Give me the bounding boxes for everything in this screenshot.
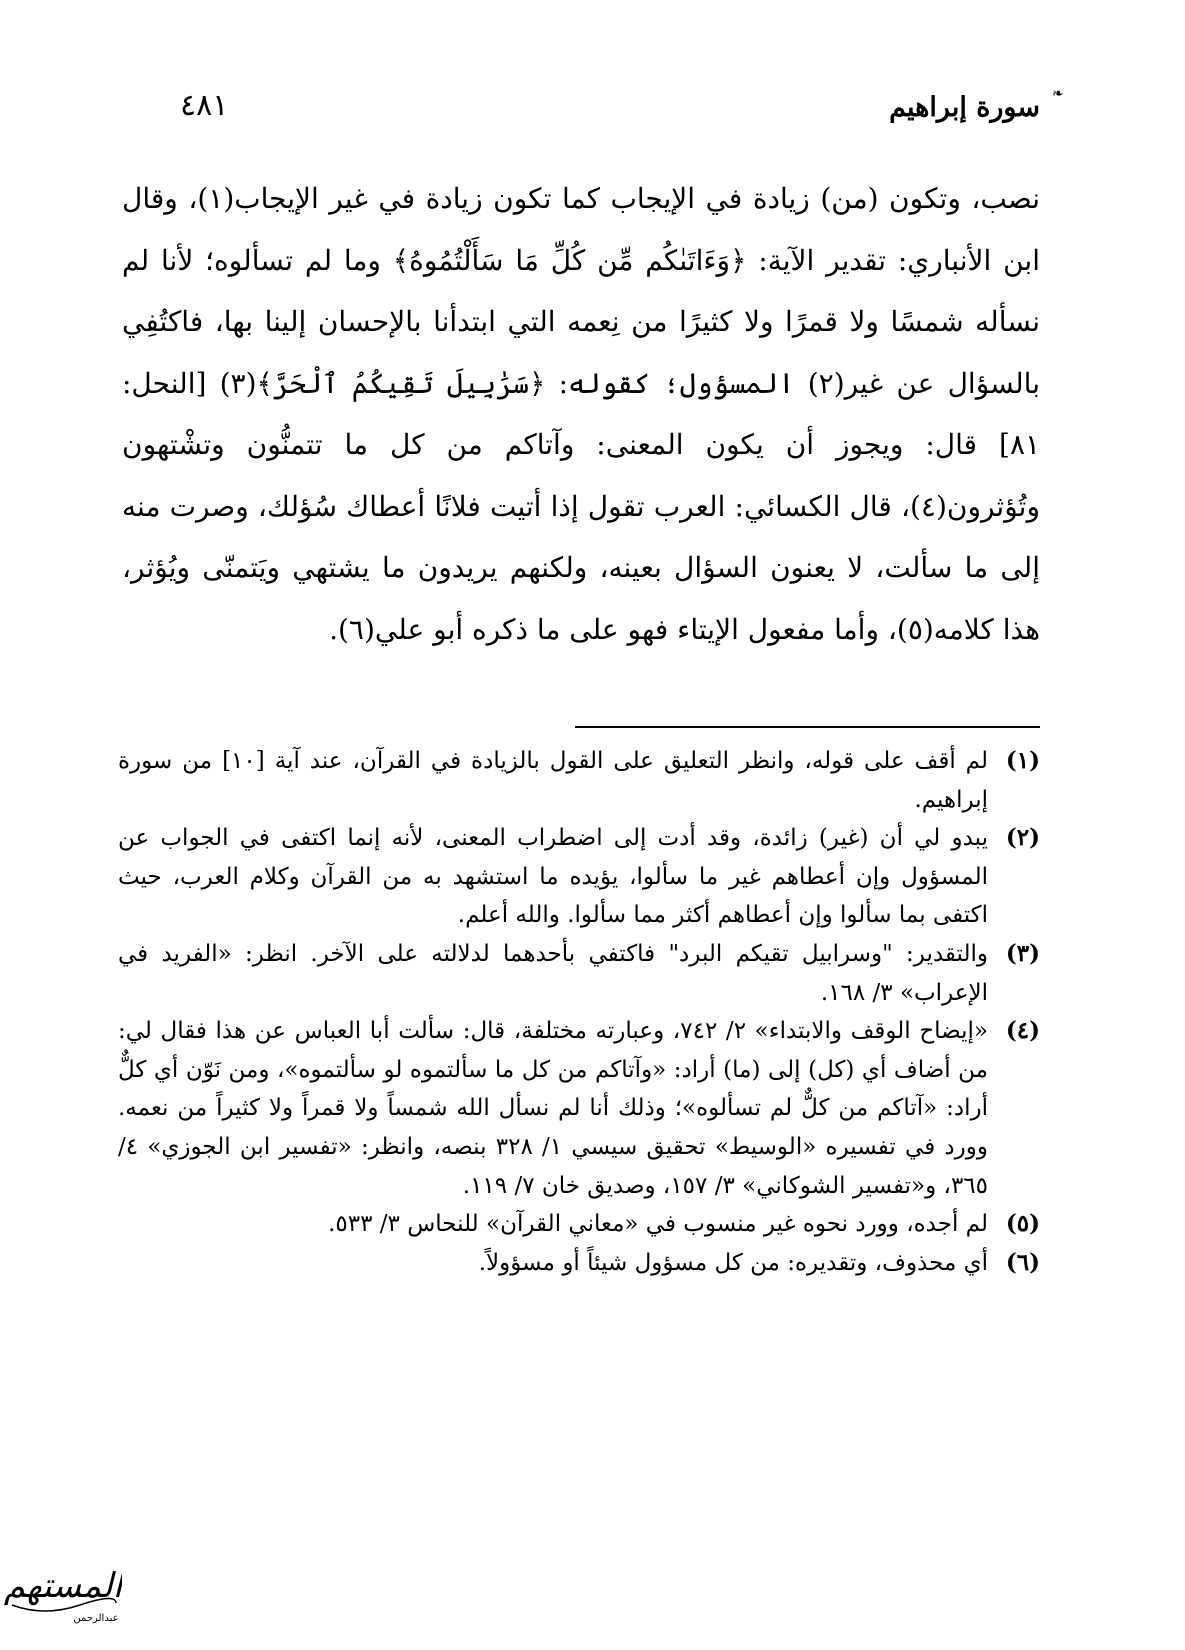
footnote-2 [118,819,1040,935]
page-header [180,88,1040,138]
corner-mark: ❧ [1052,86,1064,102]
footnotes [118,742,1040,1282]
footnote-separator [575,726,1040,728]
footnote-6 [118,1244,1040,1283]
page-number: ٤٨١ [180,88,229,123]
footnote-5 [118,1205,1040,1244]
footnote-text: والتقدير: "وسرابيل تقيكم البرد" فاكتفي بأحدهما لدلالته على الآخر. انظر: «الفريد في الإعراب» ٣/ ١٦٨. [118,940,988,1006]
footnote-number: (١) [1005,747,1040,774]
footnote-text: يبدو لي أن (غير) زائدة، وقد أدت إلى اضطراب المعنى، لأنه إنما اكتفى في الجواب عن المسؤول وإن أعطاهم غير ما سألوا، يؤيده ما استشهد به من القرآن وكلام العرب، حيث اكتفى بما سألوا وإن أعطاهم أكثر مما سألوا. والله أعلم. [118,825,988,929]
footnote-text: لم أجده، وورد نحوه غير منسوب في «معاني القرآن» للنحاس ٣/ ٥٣٣. [328,1211,988,1238]
main-text [122,168,1040,660]
footnote-number: (٥) [1005,1210,1040,1238]
library-stamp-logo [4,1555,122,1627]
running-title: سورة إبراهيم [889,92,1040,123]
footnote-1 [118,742,1040,819]
stamp-subtext: عبدالرحمن [73,1613,119,1624]
footnote-text: لم أقف على قوله، وانظر التعليق على القول بالزيادة في القرآن، عند آية [١٠] من سورة إبراهيم. [118,748,988,813]
footnote-4 [118,1012,1040,1205]
footnote-number: (٢) [1005,824,1040,852]
stamp-text: المستهم [4,1566,122,1606]
footnote-number: (٣) [1005,939,1040,967]
footnote-number: (٤) [1005,1017,1040,1045]
footnote-number: (٦) [1005,1248,1040,1276]
main-paragraph: نصب، وتكون (من) زيادة في الإيجاب كما تكون زيادة في غير الإيجاب(١)، وقال ابن الأنباري: تقدير الآية: ﴿وَءَاتَىٰكُم مِّن كُلِّ مَا سَأَلْتُمُوهُ﴾ وما لم تسألوه؛ لأنا لم نسأله شمسًا ولا قمرًا ولا كثيرًا من نِعمه التي ابتدأنا بالإحسان إلينا بها، فاكتُفِي بالسؤال عن غير(٢) المسؤول؛ كقوله: ﴿سَرَٰبِيلَ تَقِيكُمُ ٱلْحَرَّ﴾(٣) [النحل: ٨١] قال: ويجوز أن يكون المعنى: وآتاكم من كل ما تتمنُّون وتشْتهون وتُؤثرون(٤)، قال الكسائي: العرب تقول إذا أتيت فلانًا أعطاك سُؤلك، وصرت منه إلى ما سألت، لا يعنون السؤال بعينه، ولكنهم يريدون ما يشتهي ويَتمنّى ويُؤثر، هذا كلامه(٥)، وأما مفعول الإيتاء فهو على ما ذكره أبو علي(٦). [122,182,1041,646]
footnote-3 [118,935,1040,1012]
footnote-text: أي محذوف، وتقديره: من كل مسؤول شيئاً أو مسؤولاً. [478,1249,988,1276]
footnote-text: «إيضاح الوقف والابتداء» ٢/ ٧٤٢، وعبارته مختلفة، قال: سألت أبا العباس عن هذا فقال لي: من أضاف أي (كل) إلى (ما) أراد: «وآتاكم من كل ما سألتموه لو سألتموه»، ومن نَوّن أي كلٌّ أراد: «آتاكم من كلٌّ لم تسألوه»؛ وذلك أنا لم نسأل الله شمساً ولا قمراً ولا كثيراً من نعمه. وورد في تفسيره «الوسيط» تحقيق سيسي ١/ ٣٢٨ بنصه، وانظر: «تفسير ابن الجوزي» ٤/ ٣٦٥، و«تفسير الشوكاني» ٣/ ١٥٧، وصديق خان ٧/ ١١٩. [118,1018,988,1199]
